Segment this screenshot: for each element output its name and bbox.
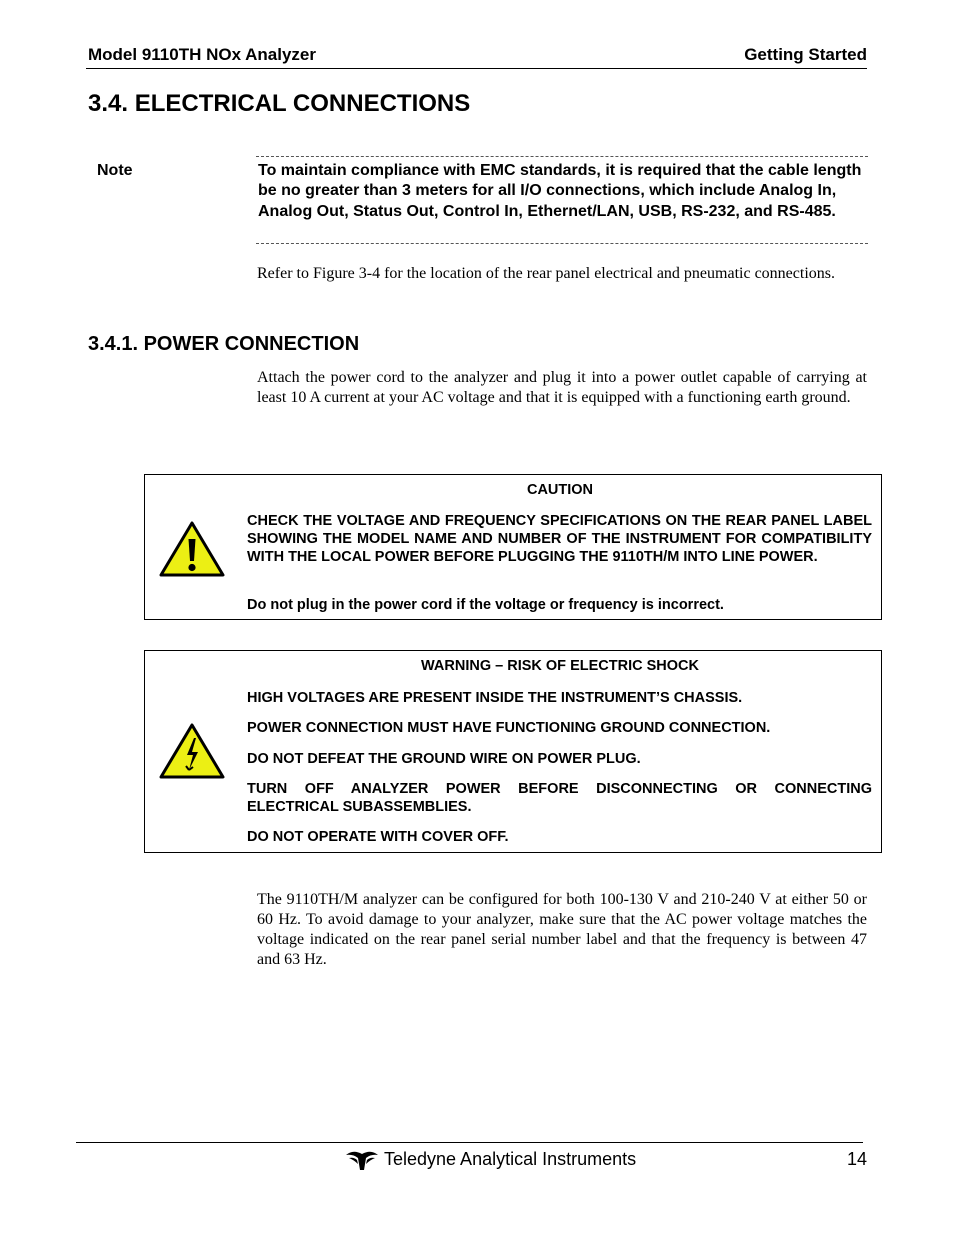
power-paragraph: Attach the power cord to the analyzer and plug it into a power outlet capable of carrying at least 10 A current at your AC voltage and that it is equipped with a functioning earth ground.: [257, 369, 867, 406]
warning-line-5: DO NOT OPERATE WITH COVER OFF.: [247, 829, 509, 845]
intro-paragraph: Refer to Figure 3-4 for the location of the rear panel electrical and pneumatic connections.: [257, 265, 835, 282]
footer-divider: [76, 1142, 863, 1143]
note-bottom-divider: [256, 243, 868, 244]
warning-line-3: DO NOT DEFEAT THE GROUND WIRE ON POWER PLUG.: [247, 751, 641, 767]
caution-line-2: Do not plug in the power cord if the voltage or frequency is incorrect.: [247, 597, 724, 613]
caution-box: [144, 474, 882, 620]
note-text: To maintain compliance with EMC standards, it is required that the cable length be no greater than 3 meters for all I/O connections, which include Analog In, Analog Out, Status Out, Control In, Ethernet/LAN, USB, RS-232, and RS-485.: [258, 162, 862, 220]
teledyne-logo-icon: [345, 1149, 379, 1176]
caution-line-1: CHECK THE VOLTAGE AND FREQUENCY SPECIFICATIONS ON THE REAR PANEL LABEL SHOWING THE MODEL NAME AND NUMBER OF THE INSTRUMENT FOR COMPATIBILITY WITH THE LOCAL POWER BEFORE PLUGGING THE 9110TH/M INTO LINE POWER.: [247, 513, 872, 565]
section-heading: 3.4. ELECTRICAL CONNECTIONS: [88, 90, 471, 117]
footer-company-name: Teledyne Analytical Instruments: [384, 1149, 637, 1169]
header-divider: [86, 68, 867, 69]
subsection-heading: 3.4.1. POWER CONNECTION: [88, 333, 360, 355]
page-number: 14: [846, 1149, 867, 1169]
note-label: Note: [97, 162, 133, 179]
header-chapter-title: Getting Started: [744, 45, 867, 64]
header-model-title: Model 9110TH NOx Analyzer: [88, 45, 317, 64]
warning-title: WARNING – RISK OF ELECTRIC SHOCK: [421, 658, 699, 674]
warning-line-1: HIGH VOLTAGES ARE PRESENT INSIDE THE INSTRUMENT’S CHASSIS.: [247, 690, 743, 706]
warning-line-2: POWER CONNECTION MUST HAVE FUNCTIONING GROUND CONNECTION.: [247, 720, 771, 736]
caution-exclamation-icon: [158, 519, 226, 584]
warning-line-4: TURN OFF ANALYZER POWER BEFORE DISCONNECTING OR CONNECTING ELECTRICAL SUBASSEMBLIES.: [247, 781, 872, 815]
voltage-paragraph: The 9110TH/M analyzer can be configured for both 100-130 V and 210-240 V at either 50 or 60 Hz. To avoid damage to your analyzer, make sure that the AC power voltage matches the voltage indicated on the rear panel serial number label and that the frequency is between 47 and 63 Hz.: [257, 891, 867, 968]
electric-shock-icon: [158, 721, 226, 786]
warning-box: [144, 650, 882, 853]
note-top-divider: [256, 156, 868, 157]
caution-title: CAUTION: [526, 482, 594, 498]
